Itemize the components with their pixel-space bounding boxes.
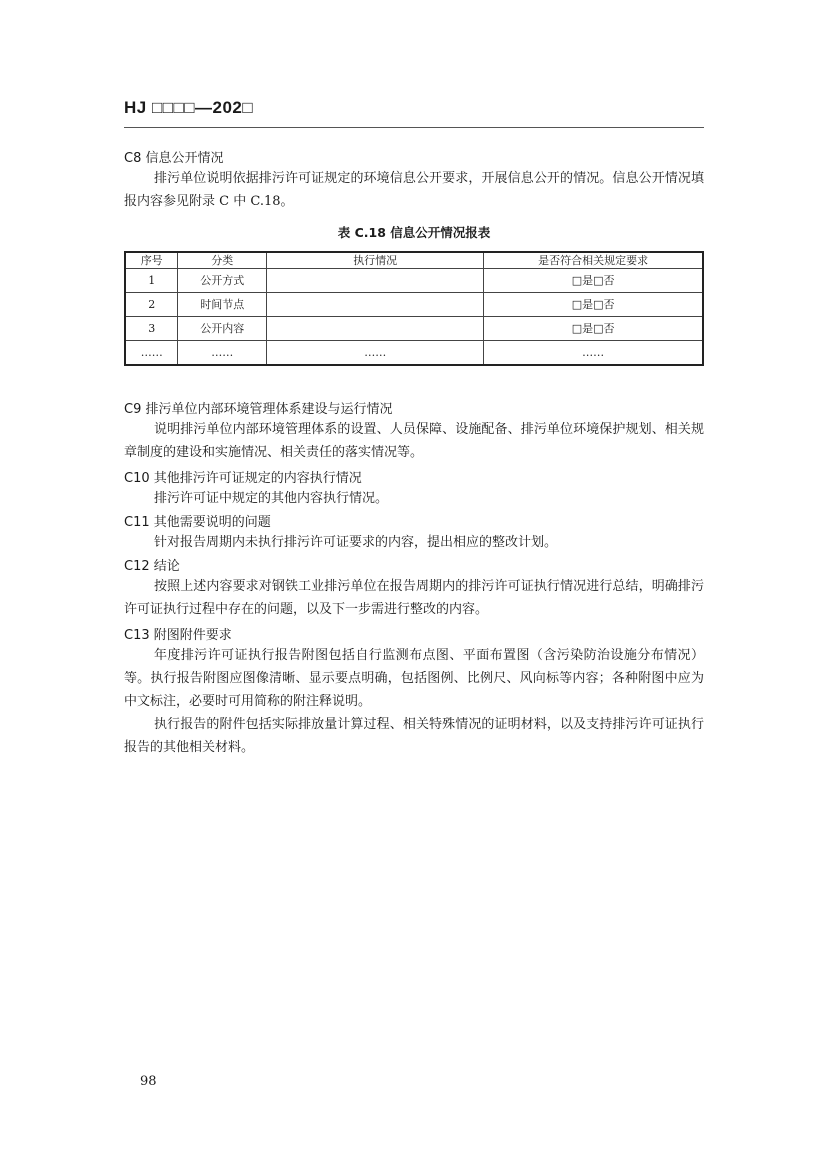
cell-compliance: □是□否 (484, 317, 703, 341)
cell-compliance: …… (484, 341, 703, 366)
cell-execution: …… (267, 341, 484, 366)
cell-category: 公开内容 (178, 317, 267, 341)
cell-index: 3 (125, 317, 178, 341)
section-c13-paragraph-1: 年度排污许可证执行报告附图包括自行监测布点图、平面布置图（含污染防治设施分布情况）等。执行报告附图应图像清晰、显示要点明确，包括图例、比例尺、风向标等内容；各种附图中应为中文标注，必要时可用简称的附注释说明。 (124, 648, 704, 709)
header-cell-index: 序号 (125, 252, 178, 269)
section-c8-paragraph: 排污单位说明依据排污许可证规定的环境信息公开要求，开展信息公开的情况。信息公开情况填报内容参见附录 C 中 C.18。 (124, 171, 704, 209)
cell-index: …… (125, 341, 178, 366)
header-cell-execution: 执行情况 (267, 252, 484, 269)
table-caption: 表 C.18 信息公开情况报表 (337, 225, 491, 240)
cell-execution (267, 317, 484, 341)
cell-category: 公开方式 (178, 269, 267, 293)
cell-index: 2 (125, 293, 178, 317)
section-c9-heading: C9 排污单位内部环境管理体系建设与运行情况 (124, 402, 393, 417)
section-c11-heading: C11 其他需要说明的问题 (124, 515, 271, 530)
section-c12-heading: C12 结论 (124, 559, 180, 574)
section-c12-paragraph: 按照上述内容要求对钢铁工业排污单位在报告周期内的排污许可证执行情况进行总结，明确排污许可证执行过程中存在的问题，以及下一步需进行整改的内容。 (124, 579, 704, 617)
table-row (125, 317, 703, 341)
cell-category: …… (178, 341, 267, 366)
cell-compliance: □是□否 (484, 293, 703, 317)
header-cell-compliance: 是否符合相关规定要求 (484, 252, 703, 269)
section-c11-paragraph: 针对报告周期内未执行排污许可证要求的内容，提出相应的整改计划。 (154, 535, 558, 550)
section-c10-paragraph: 排污许可证中规定的其他内容执行情况。 (154, 491, 389, 506)
cell-category: 时间节点 (178, 293, 267, 317)
section-c10-heading: C10 其他排污许可证规定的内容执行情况 (124, 471, 362, 486)
section-c13-heading: C13 附图附件要求 (124, 628, 232, 643)
table-row (125, 341, 703, 366)
info-disclosure-table (124, 251, 704, 366)
header-cell-category: 分类 (178, 252, 267, 269)
cell-compliance: □是□否 (484, 269, 703, 293)
document-code: HJ □□□□—202□ (124, 98, 254, 117)
cell-index: 1 (125, 269, 178, 293)
section-c9-paragraph: 说明排污单位内部环境管理体系的设置、人员保障、设施配备、排污单位环境保护规划、相关规章制度的建设和实施情况、相关责任的落实情况等。 (124, 422, 704, 460)
table-row (125, 293, 703, 317)
header-rule (124, 127, 704, 128)
page-number: 98 (140, 1074, 157, 1089)
table-header-row (125, 252, 703, 269)
table-row (125, 269, 703, 293)
cell-execution (267, 293, 484, 317)
section-c13-paragraph-2: 执行报告的附件包括实际排放量计算过程、相关特殊情况的证明材料，以及支持排污许可证执行报告的其他相关材料。 (124, 717, 704, 755)
section-c8-heading: C8 信息公开情况 (124, 151, 224, 166)
cell-execution (267, 269, 484, 293)
